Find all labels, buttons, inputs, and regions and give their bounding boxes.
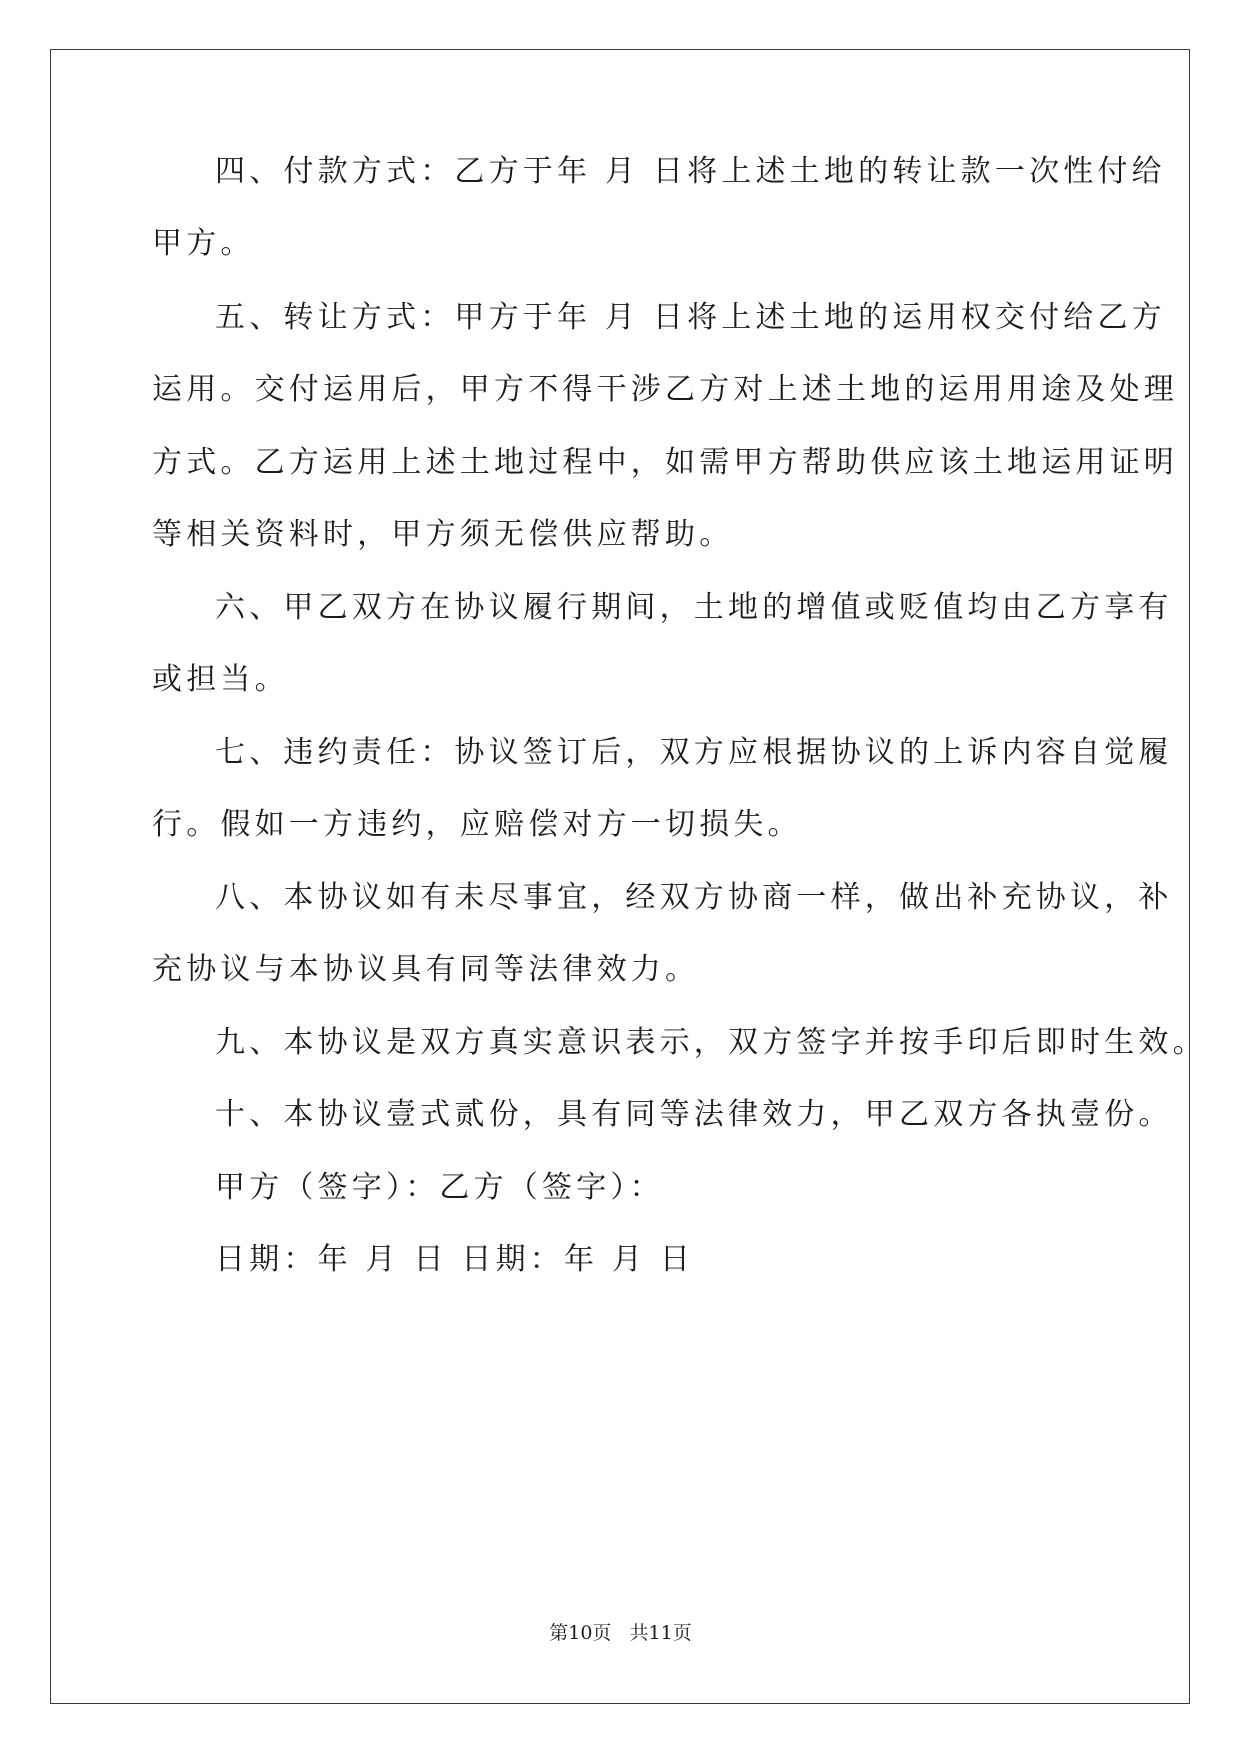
clause-9-line-1: 九、本协议是双方真实意识表示，双方签字并按手印后即时生效。 [215,1025,1207,1060]
clause-5-line-2: 运用。交付运用后，甲方不得干涉乙方对上述土地的运用用途及处理 [152,372,1178,407]
clause-5-line-4: 等相关资料时，甲方须无偿供应帮助。 [152,517,734,552]
page-indicator: 第10页 共11页 [549,1622,692,1644]
clause-4-line-1: 四、付款方式：乙方于年 月 日将上述土地的转让款一次性付给 [215,154,1166,189]
clause-6-line-1: 六、甲乙双方在协议履行期间，土地的增值或贬值均由乙方享有 [215,590,1173,625]
clause-7-line-2: 行。假如一方违约，应赔偿对方一切损失。 [152,807,802,842]
clause-8-line-2: 充协议与本协议具有同等法律效力。 [152,952,700,987]
clause-10-line-1: 十、本协议壹式贰份，具有同等法律效力，甲乙双方各执壹份。 [215,1097,1173,1132]
signature-line: 甲方（签字）：乙方（签字）： [215,1170,664,1205]
clause-5-line-3: 方式。乙方运用上述土地过程中，如需甲方帮助供应该土地运用证明 [152,445,1178,480]
clause-4-line-2: 甲方。 [152,226,255,261]
clause-6-line-2: 或担当。 [152,662,289,697]
clause-8-line-1: 八、本协议如有未尽事宜，经双方协商一样，做出补充协议，补 [215,880,1173,915]
clause-5-line-1: 五、转让方式：甲方于年 月 日将上述土地的运用权交付给乙方 [215,300,1166,335]
date-line: 日期：年 月 日 日期：年 月 日 [215,1242,695,1277]
clause-7-line-1: 七、违约责任：协议签订后，双方应根据协议的上诉内容自觉履 [215,735,1173,770]
